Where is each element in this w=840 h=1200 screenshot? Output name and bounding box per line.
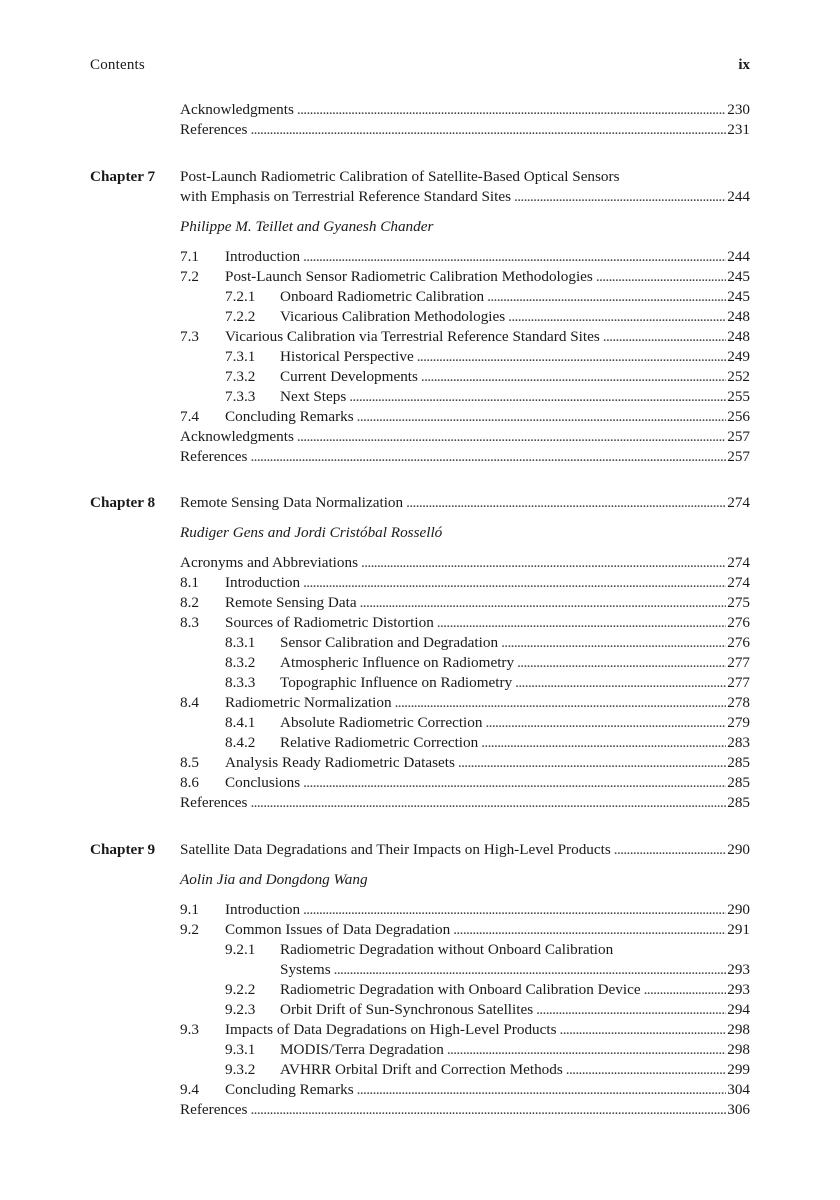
entry-title: Radiometric Degradation with Onboard Calibration Device xyxy=(280,981,641,998)
section-number: 7.2 xyxy=(180,268,199,285)
entry-title: Introduction xyxy=(225,901,301,918)
running-head-title: Contents xyxy=(90,57,145,73)
toc-entry xyxy=(180,1080,750,1100)
toc-entry xyxy=(180,773,750,793)
section-number: 7.3.1 xyxy=(225,348,256,365)
page-ref: 279 xyxy=(727,714,750,731)
section-number: 8.1 xyxy=(180,574,199,591)
entry-title: Historical Perspective xyxy=(280,348,414,365)
page-ref: 245 xyxy=(727,288,750,305)
dot-leader xyxy=(303,573,726,593)
toc-entry xyxy=(180,327,750,347)
section-number: 7.1 xyxy=(180,248,199,265)
entry-title: Topographic Influence on Radiometry xyxy=(280,674,513,691)
toc-entry xyxy=(225,980,750,1000)
section-number: 8.3 xyxy=(180,614,199,631)
dot-leader xyxy=(536,1000,726,1020)
dot-leader xyxy=(458,753,726,773)
entry-title: References xyxy=(180,448,248,465)
page-ref: 276 xyxy=(727,634,750,651)
dot-leader xyxy=(485,713,726,733)
toc-entry xyxy=(225,733,750,753)
page-ref: 256 xyxy=(727,408,750,425)
dot-leader xyxy=(250,120,726,140)
page-ref: 249 xyxy=(727,348,750,365)
page-ref: 275 xyxy=(727,594,750,611)
entry-title: Radiometric Normalization xyxy=(225,694,392,711)
section-number: 9.2.1 xyxy=(225,941,256,958)
entry-title: Orbit Drift of Sun-Synchronous Satellites xyxy=(280,1001,534,1018)
page-ref: 257 xyxy=(727,428,750,445)
section-number: 8.2 xyxy=(180,594,199,611)
entry-title: References xyxy=(180,121,248,138)
page-ref: 278 xyxy=(727,694,750,711)
toc-entry xyxy=(180,553,750,573)
page-ref: 274 xyxy=(727,494,750,511)
toc-entry xyxy=(180,120,750,140)
dot-leader xyxy=(250,447,726,467)
dot-leader xyxy=(406,493,726,513)
section-number: 7.4 xyxy=(180,408,199,425)
toc-entry xyxy=(180,693,750,713)
dot-leader xyxy=(487,287,726,307)
toc-entry xyxy=(225,1060,750,1080)
toc-entry xyxy=(225,287,750,307)
toc-entry xyxy=(225,960,750,980)
page-ref: 285 xyxy=(727,794,750,811)
section-number: 7.3.2 xyxy=(225,368,256,385)
section-number: 8.6 xyxy=(180,774,199,791)
entry-title: Conclusions xyxy=(225,774,301,791)
dot-leader xyxy=(596,267,726,287)
entry-title: Current Developments xyxy=(280,368,418,385)
toc-entry xyxy=(180,793,750,813)
entry-title: Concluding Remarks xyxy=(225,408,354,425)
dot-leader xyxy=(481,733,726,753)
chapter-authors: Aolin Jia and Dongdong Wang xyxy=(180,871,368,888)
page-ref: 248 xyxy=(727,328,750,345)
section-number: 8.3.2 xyxy=(225,654,256,671)
page-ref: 293 xyxy=(727,981,750,998)
section-number: 9.3 xyxy=(180,1021,199,1038)
entry-title: Absolute Radiometric Correction xyxy=(280,714,483,731)
section-number: 9.2 xyxy=(180,921,199,938)
dot-leader xyxy=(357,1080,727,1100)
section-number: 9.2.3 xyxy=(225,1001,256,1018)
toc-entry xyxy=(225,673,750,693)
page-ref: 291 xyxy=(727,921,750,938)
toc-entry xyxy=(180,427,750,447)
section-number: 7.2.1 xyxy=(225,288,256,305)
toc-entry xyxy=(225,307,750,327)
dot-leader xyxy=(349,387,726,407)
entry-title: Introduction xyxy=(225,248,301,265)
dot-leader xyxy=(515,673,726,693)
page-ref: 244 xyxy=(727,248,750,265)
entry-title: AVHRR Orbital Drift and Correction Methods xyxy=(280,1061,563,1078)
toc-entry xyxy=(225,1000,750,1020)
toc-entry xyxy=(180,1100,750,1120)
toc-entry xyxy=(180,247,750,267)
dot-leader xyxy=(453,920,726,940)
toc-entry xyxy=(180,613,750,633)
toc-entry xyxy=(180,593,750,613)
entry-title: Post-Launch Radiometric Calibration of Satellite-Based Optical Sensors xyxy=(180,168,620,185)
dot-leader xyxy=(644,980,727,1000)
entry-title: Analysis Ready Radiometric Datasets xyxy=(225,754,455,771)
toc-entry xyxy=(225,940,750,960)
page-ref: 293 xyxy=(727,961,750,978)
toc-entry xyxy=(225,1040,750,1060)
dot-leader xyxy=(501,633,726,653)
page-ref: 248 xyxy=(727,308,750,325)
dot-leader xyxy=(357,407,727,427)
page-ref: 231 xyxy=(727,121,750,138)
toc-entry xyxy=(180,447,750,467)
toc-entry xyxy=(225,347,750,367)
section-number: 8.5 xyxy=(180,754,199,771)
entry-title: Relative Radiometric Correction xyxy=(280,734,479,751)
dot-leader xyxy=(303,900,726,920)
toc-entry xyxy=(180,900,750,920)
toc-entry xyxy=(225,653,750,673)
section-number: 9.1 xyxy=(180,901,199,918)
section-number: 8.4.1 xyxy=(225,714,256,731)
entry-title: Concluding Remarks xyxy=(225,1081,354,1098)
toc-entry xyxy=(225,367,750,387)
page-ref: 298 xyxy=(727,1041,750,1058)
section-number: 9.4 xyxy=(180,1081,199,1098)
toc-entry xyxy=(180,187,750,207)
entry-title: MODIS/Terra Degradation xyxy=(280,1041,444,1058)
entry-title: Systems xyxy=(280,961,331,978)
entry-title: Common Issues of Data Degradation xyxy=(225,921,451,938)
chapter-title-entry xyxy=(180,840,750,860)
page-ref: 306 xyxy=(727,1101,750,1118)
entry-title: Next Steps xyxy=(280,388,347,405)
dot-leader xyxy=(566,1060,726,1080)
entry-title: Sources of Radiometric Distortion xyxy=(225,614,434,631)
dot-leader xyxy=(447,1040,726,1060)
entry-title: Vicarious Calibration Methodologies xyxy=(280,308,506,325)
section-number: 8.3.3 xyxy=(225,674,256,691)
dot-leader xyxy=(603,327,726,347)
page-ref: 294 xyxy=(727,1001,750,1018)
section-number: 7.3.3 xyxy=(225,388,256,405)
entry-title: Radiometric Degradation without Onboard Calibration xyxy=(280,941,614,958)
page-ref: 290 xyxy=(727,901,750,918)
page-ref: 276 xyxy=(727,614,750,631)
dot-leader xyxy=(250,1100,726,1120)
entry-title: Remote Sensing Data Normalization xyxy=(180,494,404,511)
page-ref: 274 xyxy=(727,574,750,591)
dot-leader xyxy=(437,613,726,633)
section-number: 7.2.2 xyxy=(225,308,256,325)
page-ref: 252 xyxy=(727,368,750,385)
entry-title: Acknowledgments xyxy=(180,101,294,118)
page-ref: 304 xyxy=(727,1081,750,1098)
page-ref: 255 xyxy=(727,388,750,405)
page-ref: 274 xyxy=(727,554,750,571)
dot-leader xyxy=(297,427,726,447)
entry-title: Acronyms and Abbreviations xyxy=(180,554,359,571)
page-ref: 298 xyxy=(727,1021,750,1038)
toc-entry xyxy=(180,920,750,940)
toc-entry xyxy=(225,713,750,733)
dot-leader xyxy=(360,593,727,613)
entry-title: References xyxy=(180,794,248,811)
page-ref: 290 xyxy=(727,841,750,858)
entry-title: Acknowledgments xyxy=(180,428,294,445)
page-ref: 230 xyxy=(727,101,750,118)
section-number: 8.4.2 xyxy=(225,734,256,751)
section-number: 9.2.2 xyxy=(225,981,256,998)
dot-leader xyxy=(297,100,726,120)
dot-leader xyxy=(361,553,726,573)
entry-title: Impacts of Data Degradations on High-Level Products xyxy=(225,1021,557,1038)
entry-title: Remote Sensing Data xyxy=(225,594,357,611)
chapter-label: Chapter 9 xyxy=(90,841,156,858)
dot-leader xyxy=(303,773,726,793)
toc-entry xyxy=(180,753,750,773)
page-ref: 277 xyxy=(727,674,750,691)
dot-leader xyxy=(421,367,726,387)
page-number: ix xyxy=(738,57,750,73)
toc-entry xyxy=(180,407,750,427)
dot-leader xyxy=(417,347,727,367)
toc-entry xyxy=(180,1020,750,1040)
entry-title: Post-Launch Sensor Radiometric Calibration Methodologies xyxy=(225,268,593,285)
section-number: 8.3.1 xyxy=(225,634,256,651)
entry-title: References xyxy=(180,1101,248,1118)
page-ref: 257 xyxy=(727,448,750,465)
toc-entry xyxy=(180,100,750,120)
chapter-label: Chapter 8 xyxy=(90,494,156,511)
page-ref: 299 xyxy=(727,1061,750,1078)
entry-title: Satellite Data Degradations and Their Impacts on High-Level Products xyxy=(180,841,611,858)
chapter-title-entry xyxy=(180,167,750,187)
entry-title: Atmospheric Influence on Radiometry xyxy=(280,654,515,671)
chapter-authors: Rudiger Gens and Jordi Cristóbal Rosselló xyxy=(180,524,443,541)
toc-entry xyxy=(180,573,750,593)
chapter-authors: Philippe M. Teillet and Gyanesh Chander xyxy=(180,218,434,235)
dot-leader xyxy=(334,960,727,980)
entry-title: Introduction xyxy=(225,574,301,591)
section-number: 7.3 xyxy=(180,328,199,345)
section-number: 8.4 xyxy=(180,694,199,711)
entry-title: Sensor Calibration and Degradation xyxy=(280,634,499,651)
chapter-label: Chapter 7 xyxy=(90,168,156,185)
toc-entry xyxy=(225,633,750,653)
section-number: 9.3.2 xyxy=(225,1061,256,1078)
dot-leader xyxy=(514,187,726,207)
dot-leader xyxy=(508,307,726,327)
dot-leader xyxy=(560,1020,727,1040)
chapter-title-entry xyxy=(180,493,750,513)
page-ref: 245 xyxy=(727,268,750,285)
dot-leader xyxy=(395,693,727,713)
toc-entry xyxy=(225,387,750,407)
dot-leader xyxy=(250,793,726,813)
dot-leader xyxy=(303,247,726,267)
page-ref: 244 xyxy=(727,188,750,205)
page-ref: 285 xyxy=(727,754,750,771)
page-ref: 285 xyxy=(727,774,750,791)
entry-title: with Emphasis on Terrestrial Reference Standard Sites xyxy=(180,188,512,205)
page-ref: 283 xyxy=(727,734,750,751)
entry-title: Onboard Radiometric Calibration xyxy=(280,288,485,305)
toc-entry xyxy=(180,267,750,287)
entry-title: Vicarious Calibration via Terrestrial Reference Standard Sites xyxy=(225,328,600,345)
dot-leader xyxy=(517,653,726,673)
page-ref: 277 xyxy=(727,654,750,671)
section-number: 9.3.1 xyxy=(225,1041,256,1058)
dot-leader xyxy=(614,840,726,860)
